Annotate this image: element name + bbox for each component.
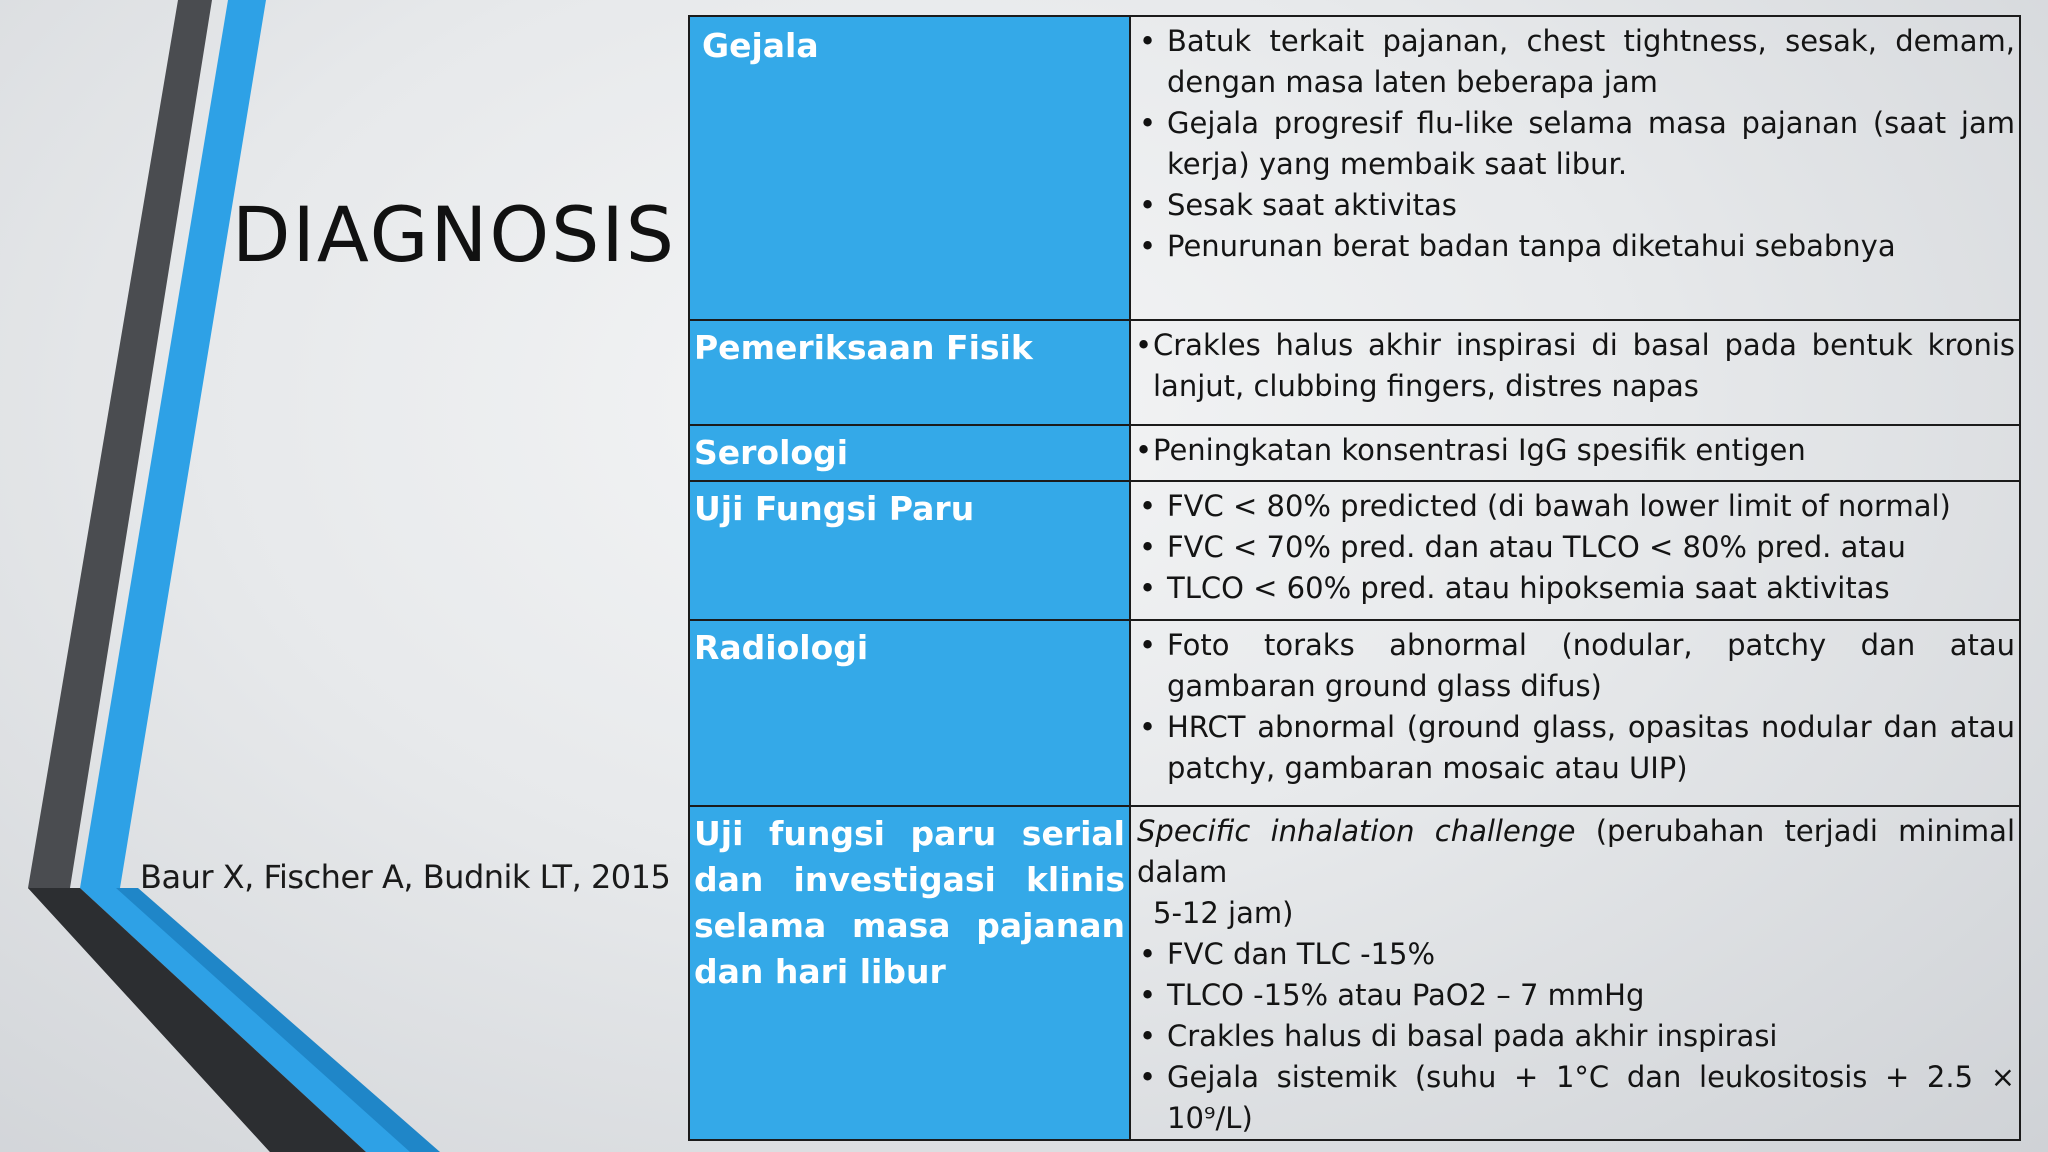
list-item: • FVC < 70% pred. dan atau TLCO < 80% pred. atau bbox=[1167, 527, 2015, 568]
row-label-gejala: Gejala bbox=[689, 16, 1130, 320]
table-row bbox=[689, 320, 2020, 425]
list-item: • Batuk terkait pajanan, chest tightness, sesak, demam, dengan masa laten beberapa jam bbox=[1167, 21, 2015, 103]
list-item: • Sesak saat aktivitas bbox=[1167, 185, 2015, 226]
table-row bbox=[689, 481, 2020, 620]
row-label-fungsi: Uji Fungsi Paru bbox=[689, 481, 1130, 620]
slide-title: DIAGNOSIS bbox=[232, 190, 677, 279]
table-row bbox=[689, 806, 2020, 1140]
list-item: • Penurunan berat badan tanpa diketahui sebabnya bbox=[1167, 226, 2015, 267]
table-row bbox=[689, 620, 2020, 806]
list-item: • HRCT abnormal (ground glass, opasitas nodular dan atau patchy, gambaran mosaic atau UIP) bbox=[1167, 707, 2015, 789]
list-item: • Crakles halus di basal pada akhir inspirasi bbox=[1167, 1016, 2015, 1057]
citation: Baur X, Fischer A, Budnik LT, 2015 bbox=[140, 858, 671, 896]
list-item: • FVC dan TLC -15% bbox=[1167, 934, 2015, 975]
serial-intro-cont: 5-12 jam) bbox=[1153, 896, 1294, 930]
row-detail-radiologi bbox=[1130, 620, 2020, 806]
list-item: • Foto toraks abnormal (nodular, patchy dan atau gambaran ground glass difus) bbox=[1167, 625, 2015, 707]
list-item: • TLCO -15% atau PaO2 – 7 mmHg bbox=[1167, 975, 2015, 1016]
diagnosis-table bbox=[688, 15, 2021, 1141]
list-item: • Gejala progresif flu-like selama masa pajanan (saat jam kerja) yang membaik saat libur. bbox=[1167, 103, 2015, 185]
serial-intro bbox=[1137, 811, 2015, 893]
table-row bbox=[689, 425, 2020, 481]
list-item: • Gejala sistemik (suhu + 1°C dan leukositosis + 2.5 × 10⁹/L) bbox=[1167, 1057, 2015, 1139]
row-label-fisik: Pemeriksaan Fisik bbox=[689, 320, 1130, 425]
row-detail-fungsi bbox=[1130, 481, 2020, 620]
list-item: • TLCO < 60% pred. atau hipoksemia saat aktivitas bbox=[1167, 568, 2015, 609]
list-item: • FVC < 80% predicted (di bawah lower limit of normal) bbox=[1167, 486, 2015, 527]
serial-intro-italic: Specific inhalation challenge bbox=[1137, 814, 1576, 848]
serial-intro-rest: (perubahan terjadi minimal dalam bbox=[1137, 814, 2016, 889]
list-item: • Crakles halus akhir inspirasi di basal pada bentuk kronis lanjut, clubbing fingers, distres napas bbox=[1153, 325, 2015, 407]
row-detail-serial bbox=[1130, 806, 2020, 1140]
row-label-serologi: Serologi bbox=[689, 425, 1130, 481]
row-detail-gejala bbox=[1130, 16, 2020, 320]
table-row bbox=[689, 16, 2020, 320]
list-item: • Peningkatan konsentrasi IgG spesifik entigen bbox=[1153, 430, 2015, 471]
dark-stripe-lower bbox=[28, 888, 366, 1152]
row-label-radiologi: Radiologi bbox=[689, 620, 1130, 806]
row-detail-fisik bbox=[1130, 320, 2020, 425]
row-detail-serologi bbox=[1130, 425, 2020, 481]
row-label-serial: Uji fungsi paru serial dan investigasi klinis selama masa pajanan dan hari libur bbox=[689, 806, 1130, 1140]
